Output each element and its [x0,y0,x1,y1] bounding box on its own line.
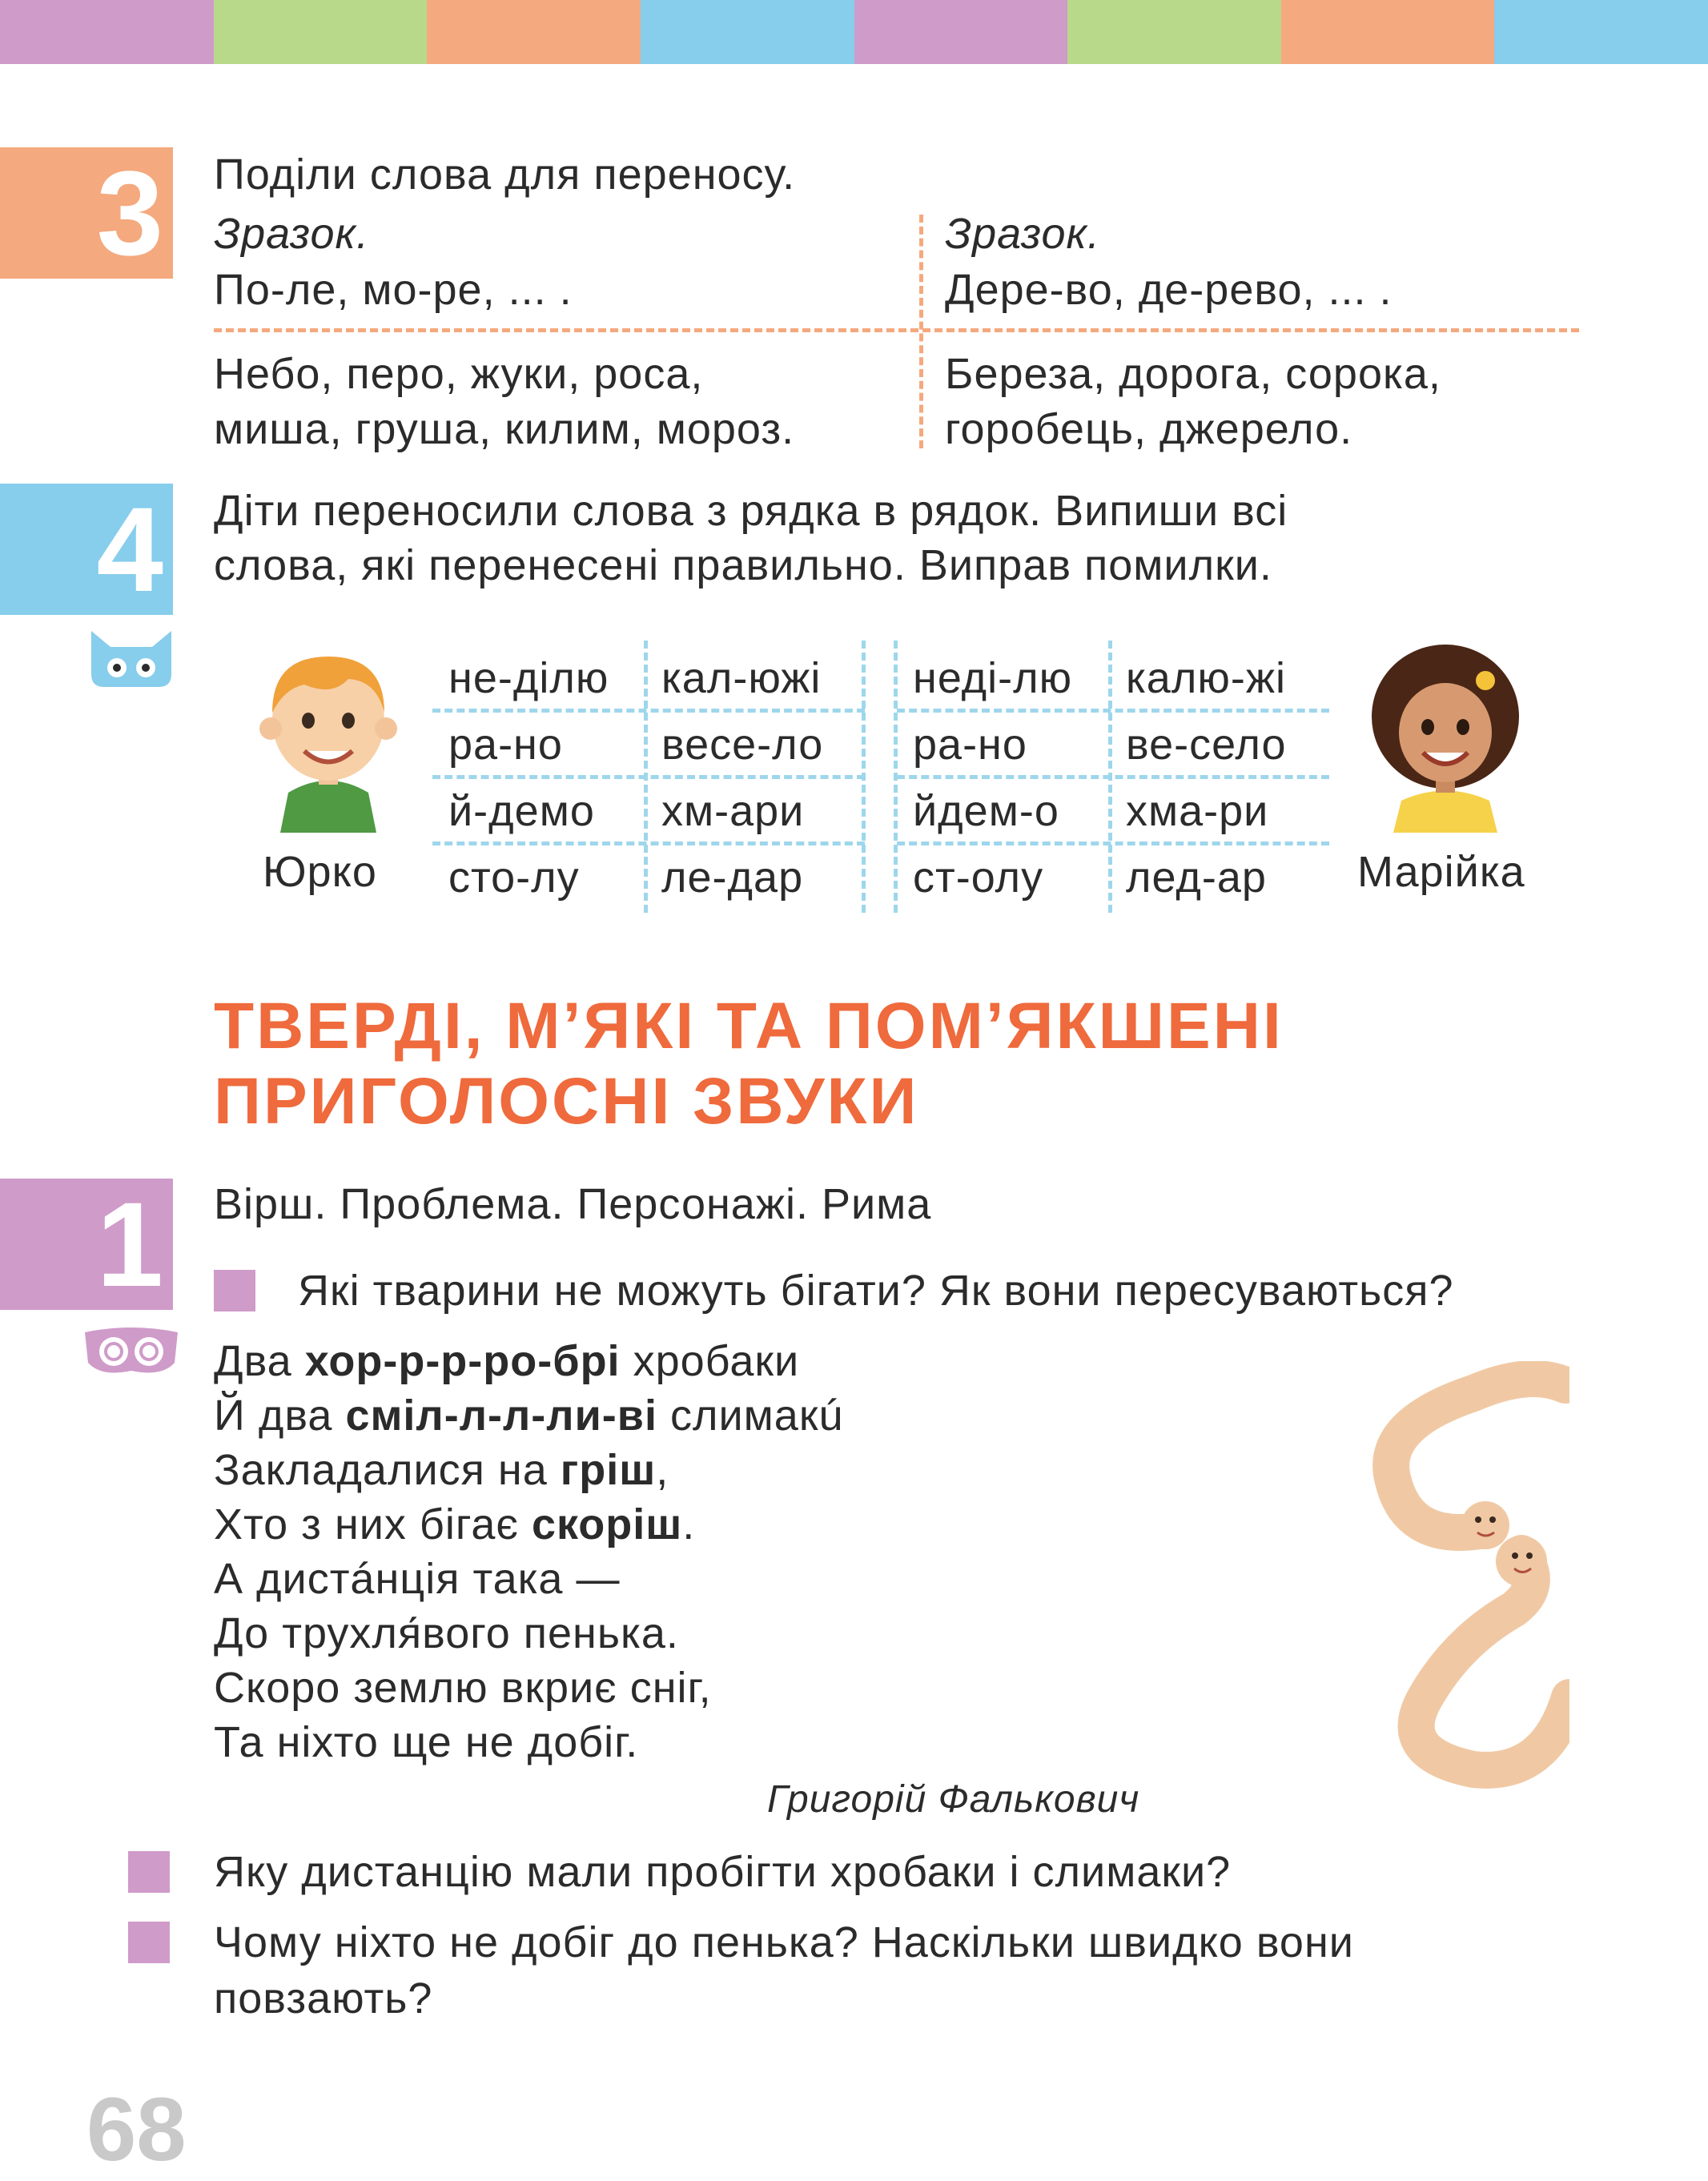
poem-author: Григорій Фалькович [767,1778,1140,1821]
owl-icon [82,1323,181,1383]
exercise-4-instruction-line2: слова, які перенесені правильно. Виправ помилки. [214,541,1272,589]
divider-horizontal [214,328,1579,332]
poem-text: слимакú [657,1392,844,1440]
girl-cell: йдем-о [913,787,1059,835]
bar-segment [854,0,1068,64]
poem-text: Два [214,1337,305,1385]
sample-label-left: Зразок. [214,210,370,258]
words-right-line2: горобець, джерело. [945,405,1353,453]
girl-cell: лед-ар [1126,854,1267,902]
exercise-4-instruction-line1: Діти переносили слова з рядка в рядок. Випиши всі [214,487,1288,535]
boy-cell: весе-ло [661,721,824,769]
exercise-1-q1: Яку дистанцію мали пробігти хробаки і слимаки? [214,1848,1232,1896]
table-line [897,709,1329,713]
cat-icon [86,625,176,693]
poem-line [214,1443,669,1497]
boy-cell: кал-южі [661,654,822,702]
table-line [432,841,865,845]
poem-bold: сміл-л-л-ли-ві [345,1392,657,1440]
boy-cell: ле-дар [661,854,804,902]
exercise-1-question: Які тварини не можуть бігати? Як вони пересуваються? [298,1267,1454,1315]
divider-vertical [919,215,923,448]
page-number: 68 [86,2079,187,2179]
boy-cell: сто-лу [448,854,580,902]
poem-text: Закладалися на [214,1446,561,1494]
poem-line: Та ніхто ще не добіг. [214,1718,639,1766]
poem-line [214,1388,843,1443]
girl-cell: калю-жі [1126,654,1286,702]
poem-line: До трухля́вого пенька. [214,1609,679,1657]
section-title-line1: ТВЕРДІ, М’ЯКІ ТА ПОМ’ЯКШЕНІ [214,990,1284,1062]
table-line [897,775,1329,779]
girl-cell: неді-лю [913,654,1073,702]
words-right-line1: Береза, дорога, сорока, [945,350,1441,398]
bar-segment [427,0,641,64]
girl-cell: ве-село [1126,721,1287,769]
sample-label-right: Зразок. [945,210,1101,258]
sample-left: По-ле, мо-ре, ... . [214,266,573,314]
boy-illustration [256,641,400,837]
table-line [1108,641,1112,913]
question-marker [214,1270,255,1311]
poem-text: , [656,1446,669,1494]
table-line [894,641,898,913]
poem-line [214,1334,799,1388]
boy-cell: ра-но [448,721,563,769]
bar-segment [1281,0,1495,64]
section-title-line2: ПРИГОЛОСНІ ЗВУКИ [214,1065,919,1138]
poem-line [214,1497,695,1552]
bar-segment [214,0,428,64]
sample-right: Дере-во, де-рево, ... . [945,266,1393,314]
top-color-bar [0,0,1708,64]
exercise-number-1: 1 [0,1179,173,1310]
poem-text: . [682,1500,696,1548]
poem-bold: гріш [560,1446,657,1494]
table-line [897,841,1329,845]
exercise-number-3: 3 [0,147,173,279]
exercise-1-q2-line2: повзають? [214,1974,433,2022]
section-title [214,989,1284,1139]
boy-cell: й-демо [448,787,595,835]
girl-cell: хма-ри [1126,787,1269,835]
exercise-number-4: 4 [0,484,173,615]
boy-cell: не-ділю [448,654,609,702]
poem-line: Скоро землю вкриє сніг, [214,1664,712,1712]
worm-illustration [1345,1361,1569,1797]
boy-cell: хм-ари [661,787,805,835]
girl-cell: ст-олу [913,854,1044,902]
bar-segment [1494,0,1708,64]
table-line [432,709,865,713]
poem-text: хробаки [620,1337,800,1385]
girl-name: Марійка [1357,848,1525,896]
bar-segment [0,0,214,64]
bar-segment [641,0,854,64]
girl-illustration [1365,641,1525,837]
exercise-1-topics: Вірш. Проблема. Персонажі. Рима [214,1180,932,1228]
poem-line: А дистáнція така — [214,1555,621,1603]
poem-text: Й два [214,1392,346,1440]
question-marker [128,1922,170,1963]
poem-bold: хор-р-р-ро-брі [304,1337,621,1385]
boy-name: Юрко [263,848,377,896]
poem-bold: скоріш [531,1500,683,1548]
exercise-1-q2-line1: Чому ніхто не добіг до пенька? Наскільки швидко вони [214,1918,1354,1966]
question-marker [128,1851,170,1893]
exercise-3-instruction: Поділи слова для переносу. [214,151,796,199]
words-left-line2: миша, груша, килим, мороз. [214,405,795,453]
table-line [862,641,866,913]
table-line [644,641,648,913]
girl-cell: ра-но [913,721,1027,769]
poem-text: Хто з них бігає [214,1500,532,1548]
words-left-line1: Небо, перо, жуки, роса, [214,350,704,398]
bar-segment [1067,0,1281,64]
table-line [432,775,865,779]
